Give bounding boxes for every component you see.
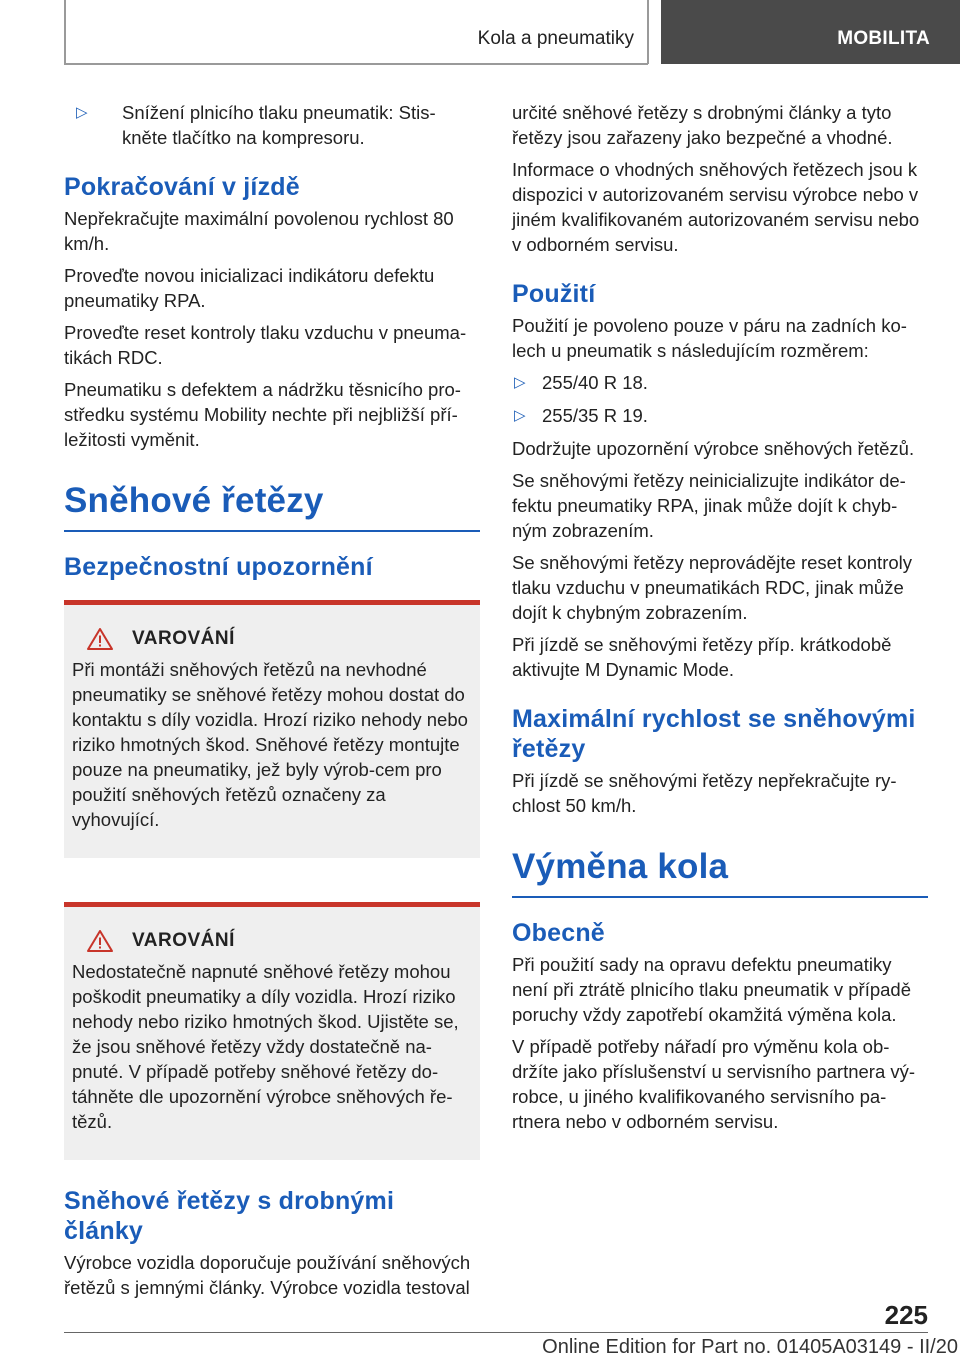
heading-safety-notes: Bezpečnostní upozornění xyxy=(64,553,373,581)
paragraph: Při použití sady na opravu defektu pneumatiky není při ztrátě plnicího tlaku pneumatik v případě poruchy vždy zapotřebí okamžitá výměna kola. xyxy=(512,954,912,1025)
list-item xyxy=(512,403,928,428)
page-number: 225 xyxy=(884,1300,928,1330)
header-left-rule xyxy=(64,0,66,64)
warning-text: Při montáži sněhových řetězů na nevhodné pneumatiky se sněhové řetězy mohou dostat do kontaktu s díly vozidla. Hrozí riziko nehody nebo riziko hmotných škod. Sněhové řetězy montujte pouze na pneumatiky, jež byly výrob-cem pro použití sněhových řetězů označeny za vyhovující. xyxy=(72,659,468,830)
triangle-bullet-icon: ▷ xyxy=(514,374,526,391)
paragraph: Informace o vhodných sněhových řetězech jsou k dispozici v autorizovaném servisu výrobce nebo v jiném kvalifikovaném autorizovaném servisu nebo v odborném servisu. xyxy=(512,159,920,255)
warning-title: VAROVÁNÍ xyxy=(132,628,235,649)
paragraph: Použití je povoleno pouze v páru na zadních ko-lech u pneumatik s následujícím rozměrem: xyxy=(512,315,907,361)
header-section-title: Kola a pneumatiky xyxy=(477,28,634,49)
warning-header xyxy=(72,929,472,953)
heading-usage: Použití xyxy=(512,280,596,308)
warning-triangle-icon xyxy=(86,627,114,651)
paragraph: Dodržujte upozornění výrobce sněhových řetězů. xyxy=(512,438,915,459)
warning-box xyxy=(64,902,480,1160)
heading-snow-chains: Sněhové řetězy xyxy=(64,481,324,520)
header-chapter-label: MOBILITA xyxy=(837,28,930,49)
paragraph: Se sněhovými řetězy neprovádějte reset kontroly tlaku vzduchu v pneumatikách RDC, jinak může dojít k chybným zobrazením. xyxy=(512,552,913,623)
paragraph: Pneumatiku s defektem a nádržku těsnicího pro-středku systému Mobility nechte při nejbližší pří-ležitosti vyměnit. xyxy=(64,379,461,450)
paragraph: Nepřekračujte maximální povolenou rychlost 80 km/h. xyxy=(64,208,454,254)
left-column xyxy=(64,100,480,1307)
bullet-text: Snížení plnicího tlaku pneumatik: Stis-kněte tlačítko na kompresoru. xyxy=(122,102,436,148)
section-heading-wrap xyxy=(64,480,480,532)
list-item xyxy=(64,100,480,150)
header-mid-rule xyxy=(647,0,649,64)
header-bottom-rule xyxy=(64,63,648,65)
heading-general: Obecně xyxy=(512,919,605,947)
warning-title: VAROVÁNÍ xyxy=(132,930,235,951)
warning-text: Nedostatečně napnuté sněhové řetězy mohou poškodit pneumatiky a díly vozidla. Hrozí riziko nehody nebo riziko hmotných škod. Ujistěte se, že jsou sněhové řetězy vždy dostatečně na-pnuté. V případě potřeby sněhové řetězy do-táhněte dle upozornění výrobce sněhových ře-tězů. xyxy=(72,961,459,1132)
paragraph: V případě potřeby nářadí pro výměnu kola ob-držíte jako příslušenství u servisního partnera vý-robce, u jiného kvalifikovaného servisního pa-rtnera nebo v odborném servisu. xyxy=(512,1036,916,1132)
warning-triangle-icon xyxy=(86,929,114,953)
paragraph: Proveďte reset kontroly tlaku vzduchu v pneuma-tikách RDC. xyxy=(64,322,467,368)
heading-max-speed: Maximální rychlost se sněhovými řetězy xyxy=(512,705,916,763)
paragraph: Výrobce vozidla doporučuje používání sněhových řetězů s jemnými články. Výrobce vozidla testoval xyxy=(64,1252,471,1298)
paragraph: Při jízdě se sněhovými řetězy příp. krátkodobě aktivujte M Dynamic Mode. xyxy=(512,634,892,680)
bullet-text: 255/40 R 18. xyxy=(542,372,648,393)
heading-wheel-change: Výměna kola xyxy=(512,847,729,886)
paragraph: Proveďte novou inicializaci indikátoru defektu pneumatiky RPA. xyxy=(64,265,435,311)
paragraph: Při jízdě se sněhovými řetězy nepřekračujte ry-chlost 50 km/h. xyxy=(512,770,897,816)
section-heading-wrap xyxy=(512,846,928,898)
paragraph: určité sněhové řetězy s drobnými články a tyto řetězy jsou zařazeny jako bezpečné a vhodné. xyxy=(512,102,893,148)
footer-rule xyxy=(64,1332,928,1333)
warning-box xyxy=(64,600,480,858)
bullet-text: 255/35 R 19. xyxy=(542,405,648,426)
triangle-bullet-icon: ▷ xyxy=(514,407,526,424)
footer-edition: Online Edition for Part no. 01405A03149 - II/20 xyxy=(542,1336,958,1358)
triangle-bullet-icon: ▷ xyxy=(76,104,88,121)
list-item xyxy=(512,370,928,395)
warning-header xyxy=(72,627,472,651)
heading-continue-driving: Pokračování v jízdě xyxy=(64,173,300,201)
right-column xyxy=(512,100,928,1141)
paragraph: Se sněhovými řetězy neinicializujte indikátor de-fektu pneumatiky RPA, jinak může dojít k chyb-ným zobrazením. xyxy=(512,470,906,541)
heading-fine-chains: Sněhové řetězy s drobnými články xyxy=(64,1187,395,1245)
